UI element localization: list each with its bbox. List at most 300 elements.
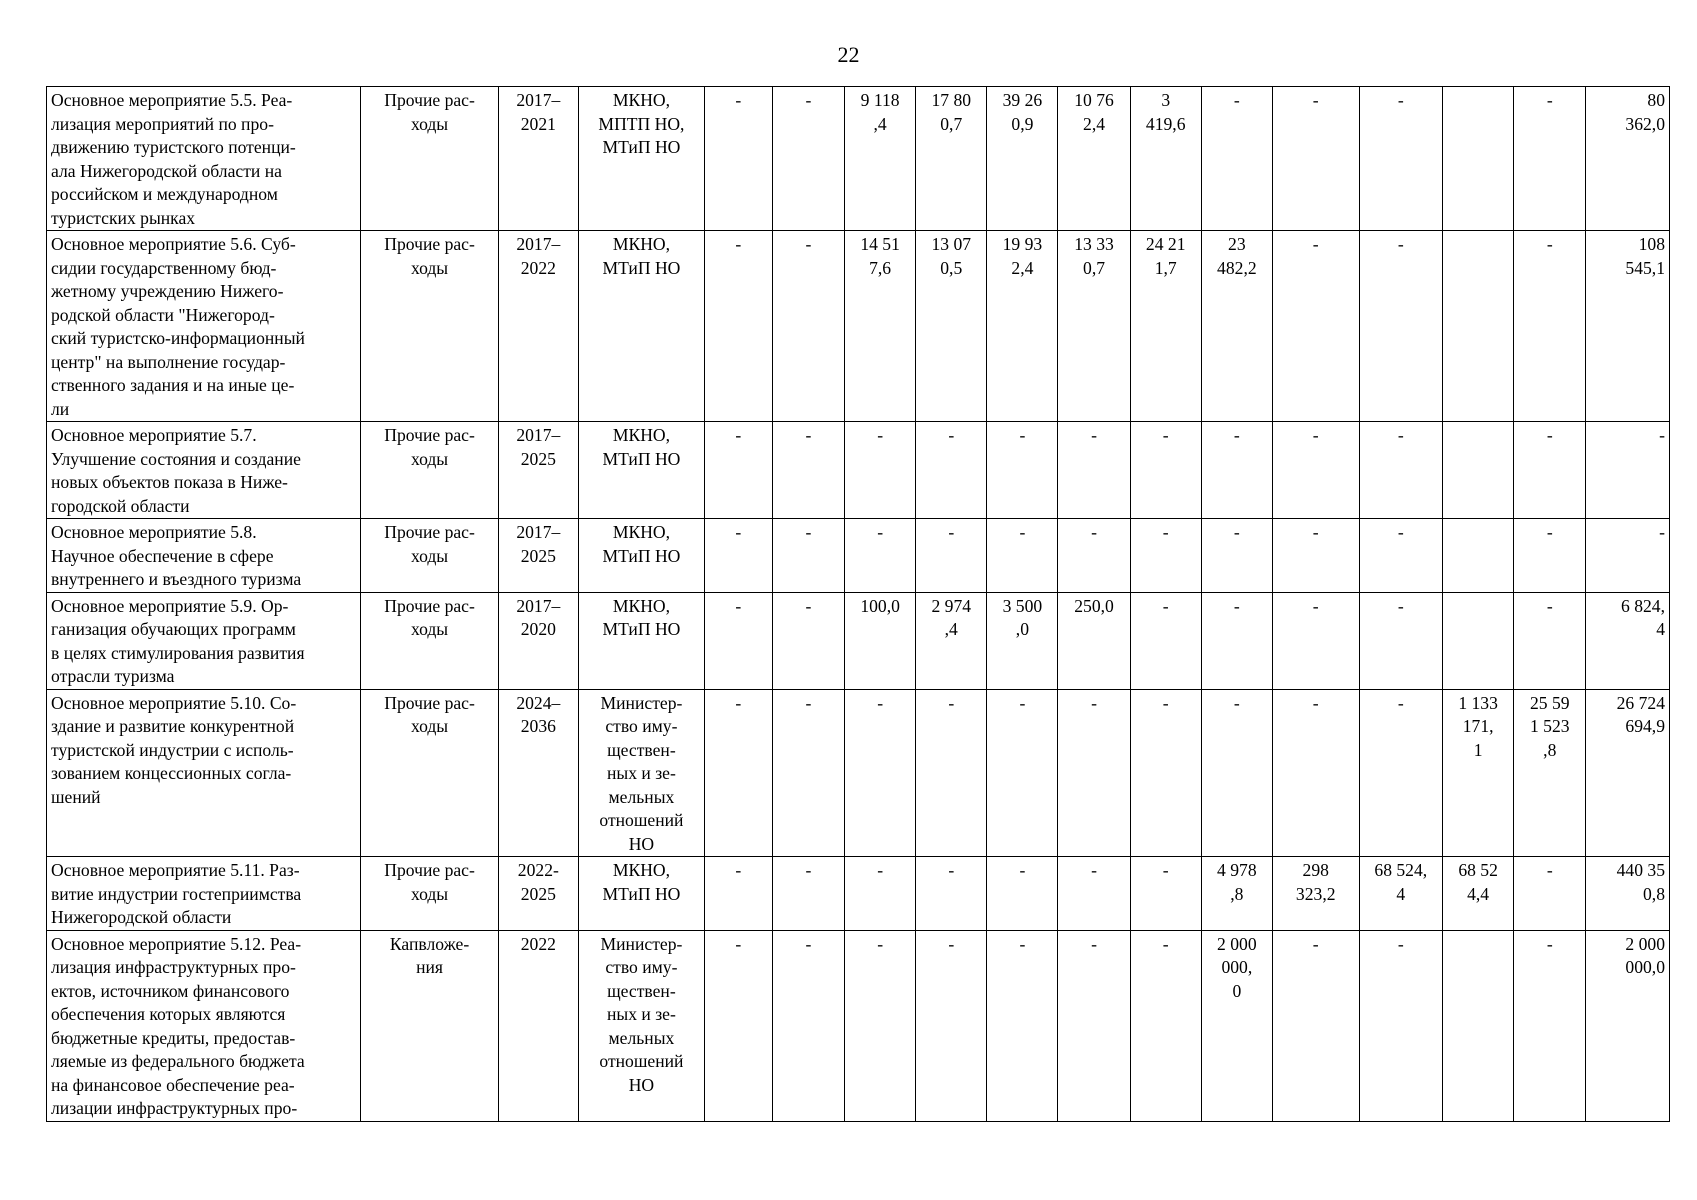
executor-cell-line: МКНО, xyxy=(612,595,671,616)
year-value-cell-line: - xyxy=(805,860,812,880)
year-value-cell-line: 171, xyxy=(1462,716,1494,736)
executor-cell-line: НО xyxy=(628,1074,655,1095)
year-value-cell xyxy=(1443,422,1514,519)
activity-name-cell-line: ский туристско-информационный xyxy=(51,328,305,348)
executor-cell-line: отношений xyxy=(599,1051,684,1071)
total-cell-line: 2 000 xyxy=(1625,933,1665,954)
year-value-cell xyxy=(1443,519,1514,593)
period-cell-line: 2017– xyxy=(516,90,561,110)
total-cell-line: 108 xyxy=(1638,234,1665,254)
year-value-cell-line: - xyxy=(1312,595,1319,616)
year-value-cell xyxy=(987,689,1058,857)
year-value-cell-line: 1 133 xyxy=(1458,692,1498,713)
expense-type-cell-line: Прочие рас- xyxy=(384,522,475,542)
year-value-cell-line: - xyxy=(877,860,884,880)
year-value-cell-line: - xyxy=(877,933,884,954)
executor-cell-line: МТиП НО xyxy=(602,257,681,278)
year-value-cell xyxy=(845,87,916,231)
expense-type-cell xyxy=(361,592,498,689)
year-value-cell-line: 0,9 xyxy=(1011,113,1034,134)
expense-type-cell-line: ходы xyxy=(410,448,449,469)
expense-type-cell xyxy=(361,231,498,422)
year-value-cell xyxy=(1058,519,1130,593)
activity-name-cell-line: на финансовое обеспечение реа- xyxy=(51,1074,295,1095)
year-value-cell-line: 17 80 xyxy=(931,90,972,110)
executor-cell-line: ществен- xyxy=(607,980,676,1001)
year-value-cell-line: 2 974 xyxy=(931,595,972,616)
activity-name-cell-line: Нижегородской области xyxy=(51,907,232,927)
year-value-cell-line: - xyxy=(805,522,812,542)
year-value-cell xyxy=(987,592,1058,689)
year-value-cell-line: 000, xyxy=(1221,957,1253,977)
executor-cell-line: ство иму- xyxy=(605,957,678,977)
year-value-cell-line: - xyxy=(1546,425,1553,445)
year-value-cell-line: - xyxy=(805,234,812,254)
year-value-cell-line: ,8 xyxy=(1230,883,1244,904)
total-cell-line: 694,9 xyxy=(1625,716,1665,736)
year-value-cell-line: 482,2 xyxy=(1217,257,1257,278)
activity-name-cell xyxy=(47,930,361,1121)
year-value-cell-line: 23 xyxy=(1228,234,1246,254)
year-value-cell xyxy=(1272,87,1359,231)
executor-cell xyxy=(579,592,705,689)
year-value-cell-line: 68 52 xyxy=(1458,860,1498,880)
year-value-cell xyxy=(845,231,916,422)
year-value-cell-line: - xyxy=(1312,933,1319,954)
year-value-cell xyxy=(845,857,916,931)
year-value-cell xyxy=(1272,231,1359,422)
year-value-cell-line: - xyxy=(1233,90,1240,110)
year-value-cell xyxy=(987,519,1058,593)
year-value-cell-line: - xyxy=(805,692,812,713)
year-value-cell-line: - xyxy=(735,425,742,445)
year-value-cell xyxy=(772,422,844,519)
total-cell xyxy=(1586,231,1670,422)
period-cell xyxy=(498,231,578,422)
activity-name-cell xyxy=(47,87,361,231)
year-value-cell xyxy=(1130,689,1201,857)
year-value-cell-line: - xyxy=(1546,522,1553,542)
expense-type-cell xyxy=(361,689,498,857)
executor-cell xyxy=(579,519,705,593)
year-value-cell-line: - xyxy=(735,595,742,616)
executor-cell xyxy=(579,231,705,422)
total-cell xyxy=(1586,422,1670,519)
activity-name-cell-line: отрасли туризма xyxy=(51,666,175,686)
year-value-cell-line: 0 xyxy=(1232,980,1242,1001)
executor-cell-line: МТиП НО xyxy=(602,448,681,469)
year-value-cell-line: - xyxy=(1546,933,1553,954)
total-cell-line: 440 35 xyxy=(1616,860,1665,880)
table-row xyxy=(47,930,1670,1121)
year-value-cell-line: - xyxy=(1546,595,1553,616)
year-value-cell-line: - xyxy=(1312,425,1319,445)
year-value-cell-line: - xyxy=(1546,90,1553,110)
executor-cell-line: НО xyxy=(628,833,655,854)
year-value-cell xyxy=(1443,87,1514,231)
executor-cell xyxy=(579,689,705,857)
year-value-cell-line: - xyxy=(1091,522,1097,542)
year-value-cell-line: 39 26 xyxy=(1002,90,1043,110)
year-value-cell xyxy=(1514,519,1586,593)
executor-cell-line: МКНО, xyxy=(612,234,671,254)
executor-cell-line: МТиП НО xyxy=(602,883,681,904)
activity-name-cell-line: в целях стимулирования развития xyxy=(51,642,305,663)
expense-type-cell-line: ния xyxy=(416,957,444,977)
period-cell-line: 2036 xyxy=(520,716,556,736)
year-value-cell xyxy=(987,422,1058,519)
year-value-cell-line: - xyxy=(735,90,742,110)
year-value-cell-line: 1,7 xyxy=(1154,257,1177,278)
activity-name-cell-line: зованием концессионных согла- xyxy=(51,763,292,783)
year-value-cell xyxy=(1130,857,1201,931)
year-value-cell-line: - xyxy=(1019,425,1026,445)
total-cell xyxy=(1586,87,1670,231)
executor-cell-line: отношений xyxy=(599,810,684,830)
activity-name-cell-line: Научное обеспечение в сфере xyxy=(51,545,274,566)
year-value-cell xyxy=(1201,689,1272,857)
year-value-cell xyxy=(1272,422,1359,519)
expense-type-cell xyxy=(361,930,498,1121)
year-value-cell-line: 3 xyxy=(1161,90,1171,110)
year-value-cell xyxy=(1443,689,1514,857)
year-value-cell xyxy=(704,519,772,593)
year-value-cell-line: - xyxy=(877,522,884,542)
activity-name-cell-line: туристских рынках xyxy=(51,207,196,228)
year-value-cell xyxy=(1443,592,1514,689)
year-value-cell-line: 1 xyxy=(1473,739,1483,760)
year-value-cell xyxy=(845,689,916,857)
year-value-cell xyxy=(704,857,772,931)
total-cell xyxy=(1586,519,1670,593)
year-value-cell xyxy=(916,592,987,689)
executor-cell xyxy=(579,930,705,1121)
executor-cell-line: МТиП НО xyxy=(602,619,681,639)
activity-name-cell-line: ляемые из федерального бюджета xyxy=(51,1051,305,1071)
period-cell xyxy=(498,87,578,231)
activity-name-cell-line: Основное мероприятие 5.6. Суб- xyxy=(51,234,296,254)
period-cell-line: 2025 xyxy=(520,883,556,904)
year-value-cell-line: - xyxy=(1091,692,1097,713)
year-value-cell xyxy=(1272,519,1359,593)
total-cell-line: 362,0 xyxy=(1625,113,1665,134)
year-value-cell xyxy=(772,930,844,1121)
year-value-cell-line: - xyxy=(1019,860,1026,880)
year-value-cell xyxy=(1359,519,1443,593)
year-value-cell xyxy=(1130,422,1201,519)
expense-type-cell-line: Прочие рас- xyxy=(384,595,475,616)
year-value-cell-line: - xyxy=(1397,234,1404,254)
year-value-cell xyxy=(704,87,772,231)
year-value-cell-line: ,8 xyxy=(1543,739,1557,760)
executor-cell-line: ных и зе- xyxy=(606,763,676,783)
year-value-cell-line: - xyxy=(1397,933,1404,954)
activity-name-cell-line: ала Нижегородской области на xyxy=(51,160,282,181)
activity-name-cell xyxy=(47,689,361,857)
executor-cell-line: мельных xyxy=(608,1027,675,1048)
year-value-cell-line: - xyxy=(948,860,955,880)
year-value-cell xyxy=(1514,857,1586,931)
year-value-cell-line: - xyxy=(1546,234,1553,254)
year-value-cell-line: 24 21 xyxy=(1145,234,1186,254)
activity-name-cell-line: движению туристского потенци- xyxy=(51,137,296,157)
executor-cell-line: МКНО, xyxy=(612,425,671,445)
year-value-cell-line: - xyxy=(948,692,955,713)
year-value-cell xyxy=(1514,930,1586,1121)
year-value-cell xyxy=(1201,87,1272,231)
page-number: 22 xyxy=(837,42,860,67)
year-value-cell xyxy=(772,592,844,689)
year-value-cell-line: 13 07 xyxy=(931,234,972,254)
year-value-cell xyxy=(916,857,987,931)
year-value-cell-line: 250,0 xyxy=(1074,595,1114,616)
period-cell xyxy=(498,930,578,1121)
expense-type-cell xyxy=(361,422,498,519)
year-value-cell-line: - xyxy=(735,860,742,880)
activity-name-cell-line: родской области "Нижегород- xyxy=(51,304,275,325)
year-value-cell-line: - xyxy=(1091,933,1097,954)
executor-cell xyxy=(579,857,705,931)
year-value-cell xyxy=(916,87,987,231)
year-value-cell xyxy=(1514,87,1586,231)
year-value-cell-line: - xyxy=(1019,692,1026,713)
year-value-cell xyxy=(704,930,772,1121)
activity-name-cell-line: сидии государственному бюд- xyxy=(51,257,277,278)
year-value-cell-line: - xyxy=(1397,522,1404,542)
year-value-cell-line: - xyxy=(805,595,812,616)
year-value-cell-line: - xyxy=(1162,595,1169,616)
year-value-cell-line: 9 118 xyxy=(860,90,900,110)
year-value-cell-line: - xyxy=(948,425,955,445)
activity-name-cell-line: Основное мероприятие 5.5. Реа- xyxy=(51,90,293,110)
year-value-cell-line: 4 978 xyxy=(1217,860,1257,880)
year-value-cell xyxy=(1514,689,1586,857)
year-value-cell xyxy=(1058,422,1130,519)
executor-cell-line: МТиП НО xyxy=(602,137,681,157)
total-cell-line: 000,0 xyxy=(1625,957,1665,977)
activity-name-cell xyxy=(47,231,361,422)
year-value-cell-line: 2 000 xyxy=(1217,933,1257,954)
expense-type-cell-line: Капвложе- xyxy=(389,933,470,954)
activity-name-cell-line: городской области xyxy=(51,495,190,516)
table-row xyxy=(47,519,1670,593)
period-cell-line: 2025 xyxy=(520,448,556,469)
total-cell-line: 4 xyxy=(1656,619,1665,639)
year-value-cell-line: ,4 xyxy=(873,113,887,134)
expense-type-cell-line: Прочие рас- xyxy=(384,234,475,254)
year-value-cell-line: 7,6 xyxy=(869,257,892,278)
activity-name-cell-line: ектов, источником финансового xyxy=(51,980,290,1001)
year-value-cell-line: 19 93 xyxy=(1002,234,1043,254)
period-cell-line: 2021 xyxy=(520,113,556,134)
year-value-cell-line: - xyxy=(1162,425,1169,445)
year-value-cell-line: - xyxy=(805,425,812,445)
activity-name-cell-line: витие индустрии гостеприимства xyxy=(51,883,302,904)
year-value-cell xyxy=(772,87,844,231)
year-value-cell-line: 4 xyxy=(1396,883,1406,904)
year-value-cell-line: - xyxy=(1546,860,1553,880)
activity-name-cell xyxy=(47,592,361,689)
activity-name-cell-line: Основное мероприятие 5.8. xyxy=(51,522,257,542)
year-value-cell-line: 2,4 xyxy=(1083,113,1106,134)
year-value-cell xyxy=(704,231,772,422)
activity-name-cell-line: лизация мероприятий по про- xyxy=(51,113,274,134)
year-value-cell-line: 0,7 xyxy=(940,113,963,134)
year-value-cell-line: 25 59 xyxy=(1529,692,1570,713)
year-value-cell-line: 0,7 xyxy=(1083,257,1106,278)
year-value-cell xyxy=(772,519,844,593)
year-value-cell xyxy=(1359,689,1443,857)
year-value-cell-line: - xyxy=(735,692,742,713)
total-cell-line: 26 724 xyxy=(1616,692,1665,713)
expense-type-cell-line: ходы xyxy=(410,883,449,904)
activity-name-cell xyxy=(47,857,361,931)
year-value-cell xyxy=(987,930,1058,1121)
activity-name-cell-line: Основное мероприятие 5.10. Со- xyxy=(51,692,297,713)
year-value-cell-line: - xyxy=(805,933,812,954)
total-cell-line: 0,8 xyxy=(1643,883,1665,904)
activity-name-cell-line: шений xyxy=(51,786,101,807)
year-value-cell-line: - xyxy=(1162,933,1169,954)
year-value-cell xyxy=(1514,592,1586,689)
year-value-cell-line: - xyxy=(1312,234,1319,254)
year-value-cell xyxy=(1514,422,1586,519)
year-value-cell-line: - xyxy=(1312,522,1319,542)
year-value-cell-line: 4,4 xyxy=(1467,883,1490,904)
year-value-cell-line: 13 33 xyxy=(1074,234,1114,254)
year-value-cell-line: 100,0 xyxy=(860,595,900,616)
year-value-cell xyxy=(1359,87,1443,231)
year-value-cell xyxy=(987,231,1058,422)
year-value-cell-line: 68 524, xyxy=(1374,860,1428,880)
year-value-cell xyxy=(916,519,987,593)
activity-name-cell-line: ганизация обучающих программ xyxy=(51,619,296,639)
year-value-cell xyxy=(704,592,772,689)
period-cell-line: 2017– xyxy=(516,595,561,616)
table-body xyxy=(47,87,1670,1122)
period-cell-line: 2017– xyxy=(516,425,561,445)
year-value-cell-line: - xyxy=(805,90,812,110)
executor-cell-line: ных и зе- xyxy=(606,1004,676,1024)
year-value-cell xyxy=(772,231,844,422)
total-cell-line: 545,1 xyxy=(1625,257,1665,278)
activity-name-cell-line: Основное мероприятие 5.11. Раз- xyxy=(51,860,300,880)
year-value-cell xyxy=(845,422,916,519)
year-value-cell xyxy=(1130,231,1201,422)
activity-name-cell-line: российском и международном xyxy=(51,184,278,204)
year-value-cell-line: - xyxy=(877,425,884,445)
year-value-cell xyxy=(1130,930,1201,1121)
year-value-cell xyxy=(1058,87,1130,231)
period-cell xyxy=(498,519,578,593)
period-cell-line: 2022- xyxy=(517,860,559,880)
year-value-cell xyxy=(1272,592,1359,689)
expense-type-cell-line: ходы xyxy=(410,545,449,566)
table-row xyxy=(47,857,1670,931)
activity-name-cell-line: Основное мероприятие 5.7. xyxy=(51,425,257,445)
total-cell xyxy=(1586,857,1670,931)
expense-type-cell-line: Прочие рас- xyxy=(384,860,475,880)
year-value-cell-line: 3 500 xyxy=(1002,595,1043,616)
year-value-cell-line: - xyxy=(1312,90,1319,110)
activity-name-cell-line: бюджетные кредиты, предостав- xyxy=(51,1027,296,1048)
year-value-cell-line: - xyxy=(1019,933,1026,954)
table-row xyxy=(47,87,1670,231)
activity-name-cell-line: обеспечения которых являются xyxy=(51,1004,286,1024)
year-value-cell xyxy=(1359,231,1443,422)
year-value-cell xyxy=(1201,231,1272,422)
expense-type-cell-line: Прочие рас- xyxy=(384,425,475,445)
expense-type-cell-line: ходы xyxy=(410,716,449,736)
activity-name-cell-line: центр" на выполнение государ- xyxy=(51,351,286,372)
expense-type-cell-line: Прочие рас- xyxy=(384,692,475,713)
year-value-cell xyxy=(1130,519,1201,593)
year-value-cell-line: - xyxy=(1162,860,1169,880)
year-value-cell xyxy=(1130,87,1201,231)
executor-cell-line: ство иму- xyxy=(605,716,678,736)
year-value-cell xyxy=(1359,422,1443,519)
year-value-cell-line: 14 51 xyxy=(860,234,900,254)
year-value-cell-line: - xyxy=(1397,425,1404,445)
total-cell-line: - xyxy=(1659,425,1665,445)
year-value-cell-line: - xyxy=(1019,522,1026,542)
period-cell xyxy=(498,689,578,857)
year-value-cell xyxy=(1201,592,1272,689)
year-value-cell-line: - xyxy=(1233,595,1240,616)
period-cell-line: 2020 xyxy=(520,619,556,639)
year-value-cell xyxy=(704,422,772,519)
table-row xyxy=(47,689,1670,857)
table-row xyxy=(47,231,1670,422)
year-value-cell xyxy=(916,231,987,422)
year-value-cell xyxy=(1058,857,1130,931)
activity-name-cell-line: ли xyxy=(51,398,70,419)
activity-name-cell xyxy=(47,422,361,519)
year-value-cell xyxy=(1272,857,1359,931)
year-value-cell xyxy=(1201,930,1272,1121)
executor-cell-line: ществен- xyxy=(607,739,676,760)
year-value-cell xyxy=(1058,592,1130,689)
executor-cell-line: МПТП НО, xyxy=(598,113,685,134)
period-cell-line: 2022 xyxy=(520,933,556,954)
year-value-cell xyxy=(1443,857,1514,931)
year-value-cell xyxy=(845,519,916,593)
expense-type-cell-line: ходы xyxy=(410,113,449,134)
year-value-cell-line: - xyxy=(1233,692,1240,713)
table-row xyxy=(47,422,1670,519)
year-value-cell xyxy=(1359,857,1443,931)
year-value-cell-line: - xyxy=(1162,522,1169,542)
year-value-cell xyxy=(1058,930,1130,1121)
year-value-cell-line: ,4 xyxy=(944,619,958,639)
executor-cell-line: МТиП НО xyxy=(602,545,681,566)
year-value-cell xyxy=(1130,592,1201,689)
year-value-cell xyxy=(916,930,987,1121)
year-value-cell-line: - xyxy=(1091,425,1097,445)
year-value-cell xyxy=(916,689,987,857)
activity-name-cell-line: Улучшение состояния и создание xyxy=(51,448,301,469)
activity-name-cell xyxy=(47,519,361,593)
total-cell xyxy=(1586,689,1670,857)
activity-name-cell-line: ственного задания и на иные це- xyxy=(51,375,295,395)
year-value-cell xyxy=(1201,422,1272,519)
year-value-cell xyxy=(916,422,987,519)
year-value-cell-line: ,0 xyxy=(1015,619,1029,639)
year-value-cell-line: - xyxy=(1162,692,1169,713)
total-cell-line: - xyxy=(1659,522,1665,542)
period-cell xyxy=(498,857,578,931)
executor-cell-line: МКНО, xyxy=(612,522,671,542)
